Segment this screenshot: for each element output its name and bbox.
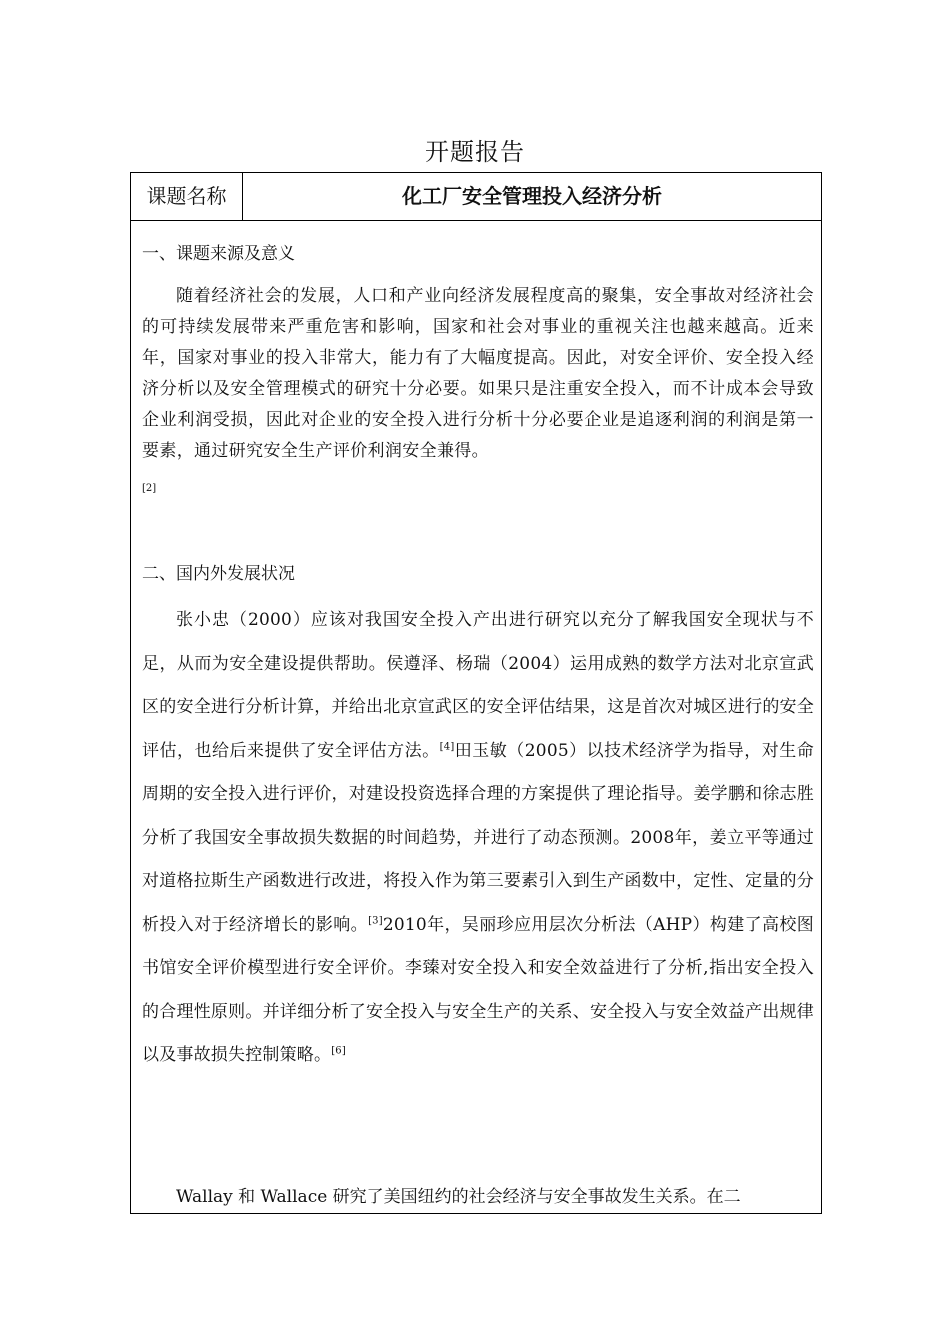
section2-paragraph-1-part2: 田玉敏（2005）以技术经济学为指导，对生命周期的安全投入进行评价，对建设投资选择合理的方案提供了理论指导。姜学鹏和徐志胜分析了我国安全事故损失数据的时间趋势，并进行了动态预测。2008年，姜立平等通过对道格拉斯生产函数进行改进，将投入作为第三要素引入到生产函数中，定性、定量的分析投入对于经济增长的影响。	[142, 740, 814, 935]
section2-paragraph-2-text: Wallay 和 Wallace 研究了美国纽约的社会经济与安全事故发生关系。在二	[176, 1187, 741, 1207]
citation-4: [4]	[439, 740, 455, 752]
section-heading-source: 一、课题来源及意义	[142, 244, 295, 264]
section2-paragraph-1	[142, 599, 814, 1078]
section2-paragraph-1-part1: 张小忠（2000）应该对我国安全投入产出进行研究以充分了解我国安全现状与不足，从而为安全建设提供帮助。侯遵泽、杨瑞（2004）运用成熟的数学方法对北京宣武区的安全进行分析计算，并给出北京宣武区的安全评估结果，这是首次对城区进行的安全评估，也给后来提供了安全评估方法。	[142, 610, 814, 761]
citation-3: [3]	[368, 914, 383, 926]
citation-6: [6]	[331, 1045, 346, 1057]
report-table	[130, 172, 822, 1214]
section1-paragraph-text: 随着经济社会的发展，人口和产业向经济发展程度高的聚集，安全事故对经济社会的可持续发展带来严重危害和影响，国家和社会对事业的重视关注也越来越高。近来年，国家对事业的投入非常大，能力有了大幅度提高。因此，对安全评价、安全投入经济分析以及安全管理模式的研究十分必要。如果只是注重安全投入，而不计成本会导致企业利润受损，因此对企业的安全投入进行分析十分必要企业是追逐利润的利润是第一要素，通过研究安全生产评价利润安全兼得。	[142, 286, 814, 461]
page-title: 开题报告	[425, 138, 525, 166]
topic-label: 课题名称	[131, 173, 243, 220]
topic-value: 化工厂安全管理投入经济分析	[402, 184, 662, 208]
section1-paragraph	[142, 281, 814, 467]
section2-paragraph-2	[142, 1176, 814, 1220]
section-heading-status: 二、国内外发展状况	[142, 564, 295, 584]
citation-2: [2]	[142, 483, 157, 494]
topic-row	[131, 173, 821, 221]
section2-paragraph-1-part3: 2010年，吴丽珍应用层次分析法（AHP）构建了高校图书馆安全评价模型进行安全评价。李臻对安全投入和安全效益进行了分析,指出安全投入的合理性原则。并详细分析了安全投入与安全生产的关系、安全投入与安全效益产出规律以及事故损失控制策略。	[142, 914, 814, 1065]
